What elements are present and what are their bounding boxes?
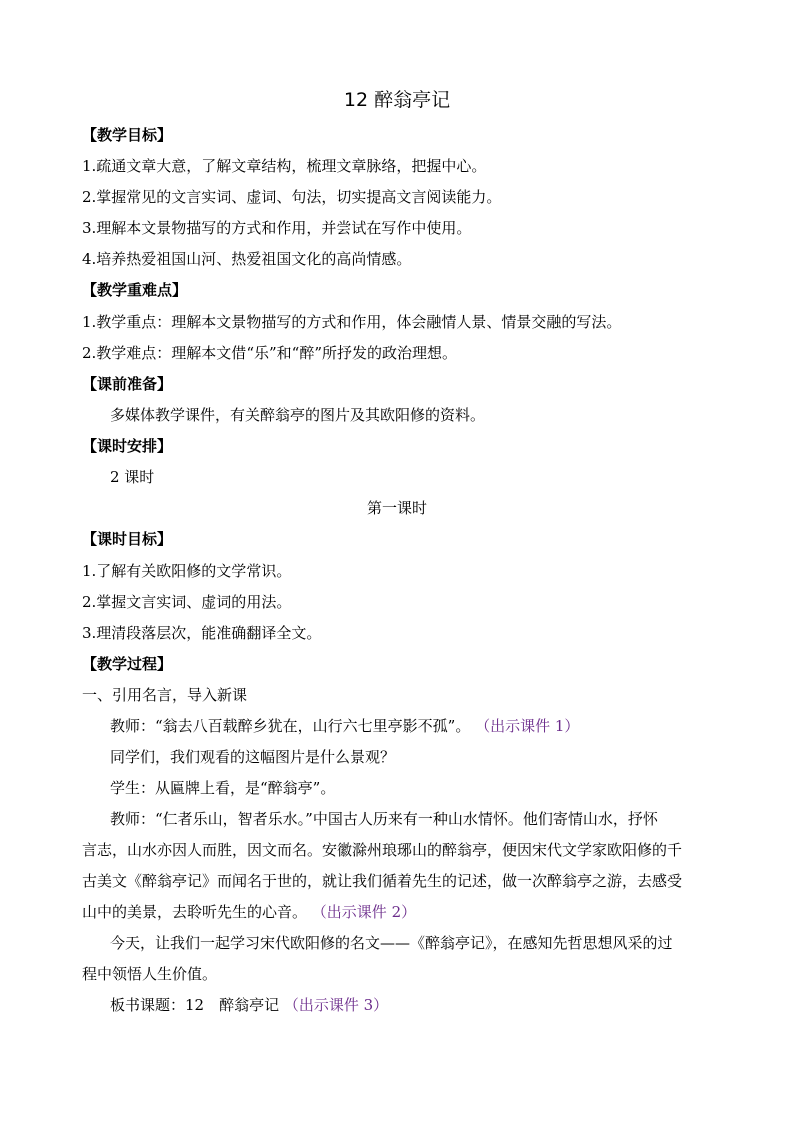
prep-heading: 【课前准备】 (82, 375, 173, 393)
paragraph-line: 程中领悟人生价值。 (82, 965, 218, 983)
lesson-goal-item: 3.理清段落层次，能准确翻译全文。 (82, 624, 322, 642)
lesson-goal-item: 1.了解有关欧阳修的文学常识。 (82, 562, 292, 580)
doc-title: 12 醉翁亭记 (343, 89, 451, 111)
goal-item: 2.掌握常见的文言实词、虚词、句法，切实提高文言阅读能力。 (82, 188, 502, 206)
paragraph-line (110, 716, 579, 736)
paragraph-line: 学生：从匾牌上看，是“醉翁亭”。 (110, 779, 336, 797)
lesson-goal-item: 2.掌握文言实词、虚词的用法。 (82, 593, 292, 611)
keypoint-item: 2.教学难点：理解本文借“乐”和“醉”所抒发的政治理想。 (82, 344, 457, 362)
paragraph-line: 同学们，我们观看的这幅图片是什么景观？ (110, 748, 396, 766)
keypoint-item: 1.教学重点：理解本文景物描写的方式和作用，体会融情人景、情景交融的写法。 (82, 313, 622, 331)
goal-item: 1.疏通文章大意，了解文章结构，梳理文章脉络，把握中心。 (82, 157, 487, 175)
keypoints-heading: 【教学重难点】 (82, 281, 188, 299)
board-title-text: 板书课题：12 醉翁亭记 (110, 996, 280, 1014)
paragraph-line: 教师：“仁者乐山，智者乐水。”中国古人历来有一种山水情怀。他们寄情山水，抒怀 (110, 810, 658, 828)
process-heading: 【教学过程】 (82, 655, 173, 673)
goals-heading: 【教学目标】 (82, 126, 173, 144)
paragraph-line: 言志，山水亦因人而胜，因文而名。安徽滁州琅琊山的醉翁亭，便因宋代文学家欧阳修的千 (82, 841, 683, 859)
lesson-goals-heading: 【课时目标】 (82, 530, 173, 548)
courseware-link[interactable]: （出示课件 2） (311, 903, 417, 921)
courseware-link[interactable]: （出示课件 1） (475, 717, 580, 735)
lesson-title: 第一课时 (366, 499, 427, 517)
goal-item: 3.理解本文景物描写的方式和作用，并尝试在写作中使用。 (82, 219, 472, 237)
goal-item: 4.培养热爱祖国山河、热爱祖国文化的高尚情感。 (82, 250, 412, 268)
courseware-link[interactable]: （出示课件 3） (283, 996, 389, 1014)
dialogue-text: 山中的美景，去聆听先生的心音。 (82, 903, 308, 921)
paragraph-line (110, 995, 388, 1015)
paragraph-line: 今天，让我们一起学习宋代欧阳修的名文——《醉翁亭记》，在感知先哲思想风采的过 (110, 934, 673, 952)
schedule-heading: 【课时安排】 (82, 437, 173, 455)
prep-text: 多媒体教学课件，有关醉翁亭的图片及其欧阳修的资料。 (110, 406, 486, 424)
paragraph-line: 古美文《醉翁亭记》而闻名于世的，就让我们循着先生的记述，做一次醉翁亭之游，去感受 (82, 872, 683, 890)
schedule-text: 2 课时 (110, 468, 155, 486)
paragraph-line (82, 902, 416, 922)
dialogue-text: 教师：“翁去八百载醉乡犹在，山行六七里亭影不孤”。 (110, 717, 471, 735)
step-heading: 一、引用名言，导入新课 (82, 686, 248, 704)
